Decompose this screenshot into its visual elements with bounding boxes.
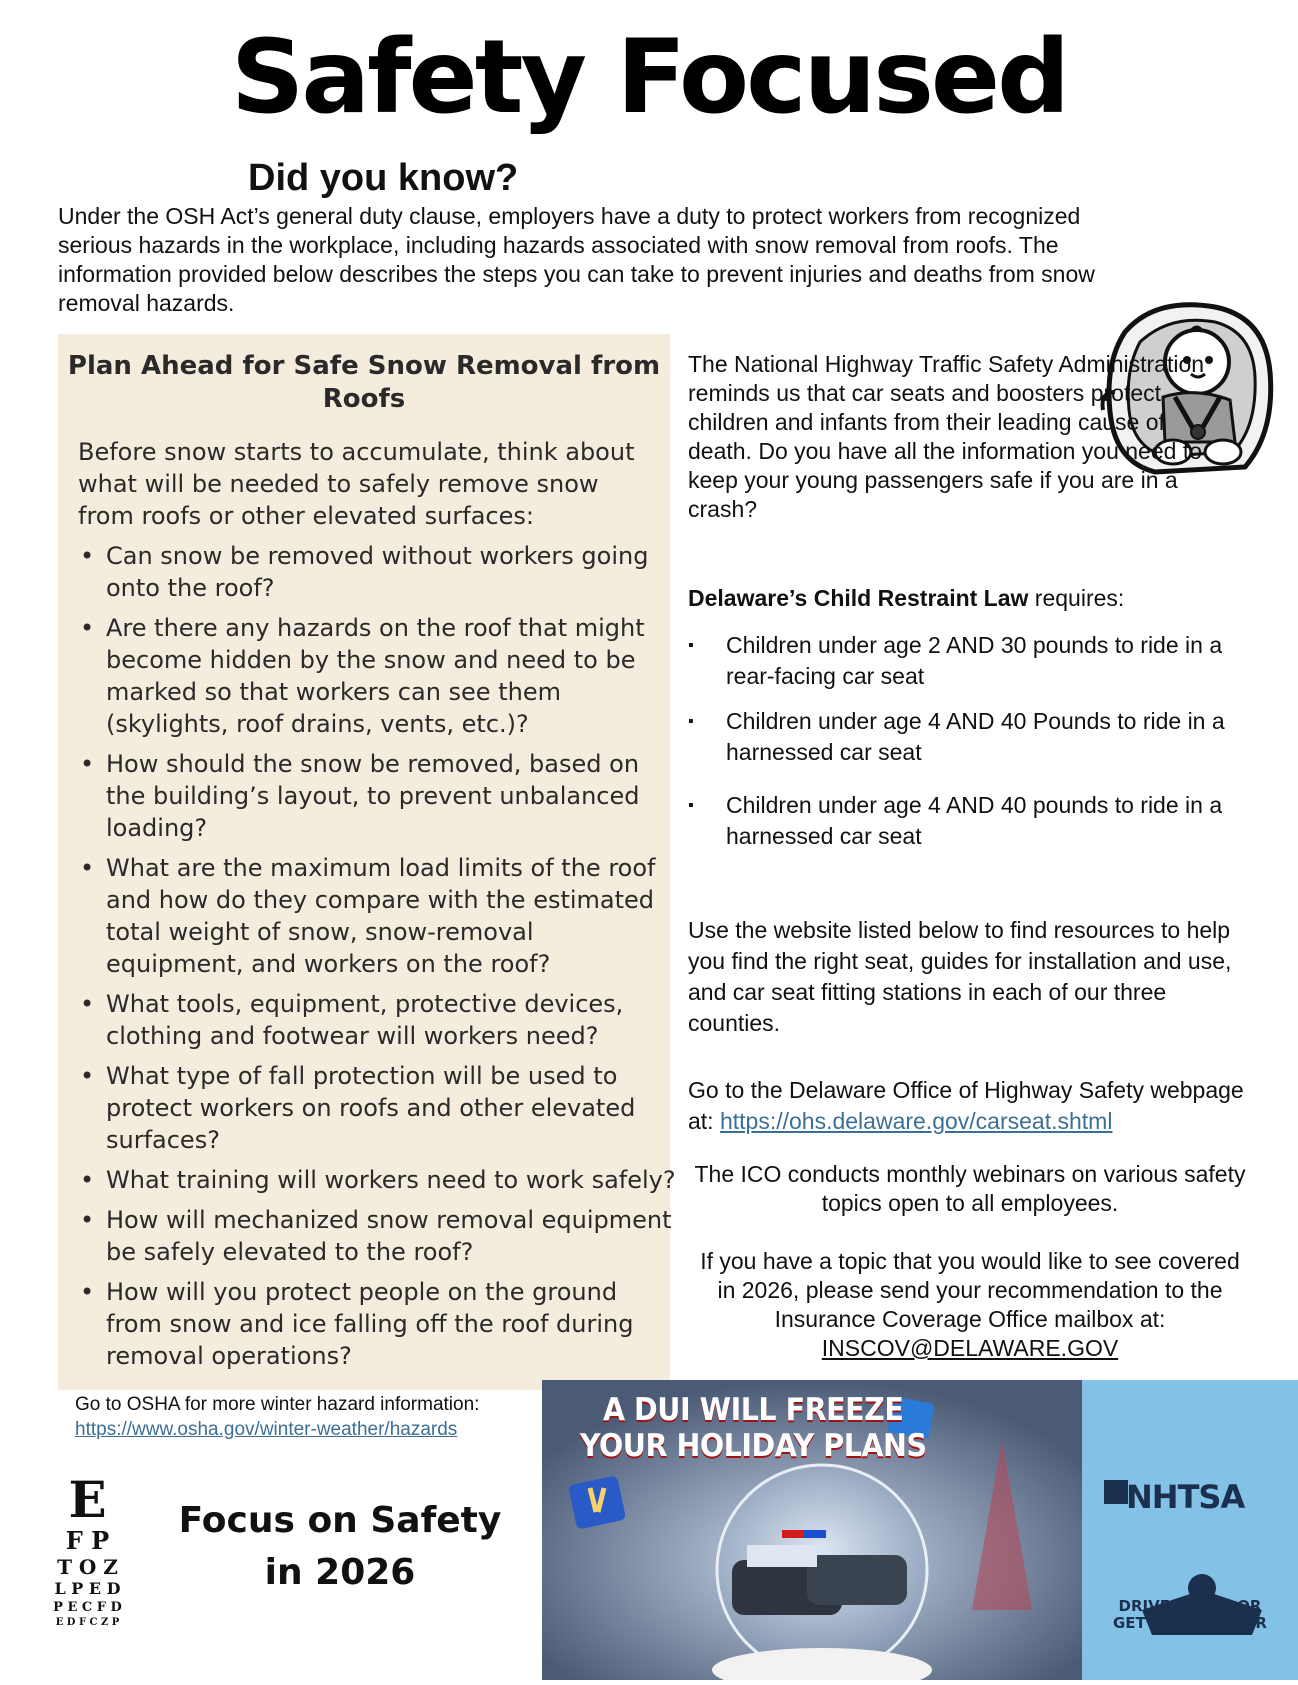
focus-on-safety-title xyxy=(160,1495,520,1599)
snow-panel-lead: Before snow starts to accumulate, think about what will be needed to safely remove snow from roofs or other elevated surfaces: xyxy=(78,438,635,530)
inscov-email-link[interactable]: INSCOV@DELAWARE.GOV xyxy=(821,1335,1119,1361)
list-item: • What are the maximum load limits of the roof and how do they compare with the estimated total weight of snow, snow-removal equipment, and workers on the roof? xyxy=(78,852,678,980)
eye-chart-row: L P E D xyxy=(54,1579,121,1598)
slogan-line-1: DRIVE SOBER OR xyxy=(1118,1597,1262,1615)
intro-paragraph: Under the OSH Act’s general duty clause, employers have a duty to protect workers from recognized serious hazards in the workplace, including hazards associated with snow removal from roofs. The information provided below describes the steps you can take to prevent injuries and deaths from snow removal hazards. xyxy=(58,203,1095,316)
eye-chart-row: F P xyxy=(65,1526,110,1555)
nhtsa-paragraph: The National Highway Traffic Safety Administration reminds us that car seats and boosters protect children and infants from their leading cause of death. Do you have all the information you need to keep your young passengers safe if you are in a crash? xyxy=(688,351,1205,522)
list-item: • How should the snow be removed, based on the building’s layout, to prevent unbalanced loading? xyxy=(78,748,678,844)
main-title: Safety Focused xyxy=(230,18,1068,137)
eye-chart-row: P E C F D xyxy=(53,1600,122,1615)
nhtsa-logo-text: NHTSA xyxy=(1126,1478,1245,1516)
list-item: ▪ Children under age 4 AND 40 pounds to ride in a harnessed car seat xyxy=(688,790,1248,852)
list-item: • How will you protect people on the ground from snow and ice falling off the roof during removal operations? xyxy=(78,1276,678,1372)
eye-chart-row: E xyxy=(68,1470,107,1529)
webinars-text: The ICO conducts monthly webinars on various safety topics open to all employees. xyxy=(694,1161,1246,1216)
dui-line-2: YOUR HOLIDAY PLANS xyxy=(579,1428,927,1464)
osha-note-text: Go to OSHA for more winter hazard information: xyxy=(75,1394,480,1415)
list-item: ▪ Children under age 4 AND 40 Pounds to ride in a harnessed car seat xyxy=(688,706,1248,768)
snow-removal-panel xyxy=(58,334,676,1390)
request-text: If you have a topic that you would like to see covered in 2026, please send your recommendation to the Insurance Coverage Office mailbox at: xyxy=(700,1248,1240,1332)
law-suffix: requires: xyxy=(1028,585,1125,611)
did-you-know-heading: Did you know? xyxy=(248,157,519,199)
list-item: • How will mechanized snow removal equipment be safely elevated to the roof? xyxy=(78,1204,678,1268)
child-restraint-law xyxy=(688,584,1248,613)
snow-checklist xyxy=(78,540,678,1380)
eye-chart-row: E D F C Z P xyxy=(55,1617,120,1628)
list-item: • What type of fall protection will be used to protect workers on roofs and other elevated surfaces? xyxy=(78,1060,678,1156)
eye-chart-icon xyxy=(30,1470,145,1635)
carseat-link[interactable]: https://ohs.delaware.gov/carseat.shtml xyxy=(719,1108,1113,1134)
office-prefix: Go to the Delaware Office of Highway Safety webpage at: xyxy=(688,1077,1244,1134)
slogan-line-2: GET PULLED OVER xyxy=(1113,1614,1267,1632)
law-name: Delaware’s Child Restraint Law xyxy=(688,585,1029,611)
law-requirements-list xyxy=(688,630,1248,852)
list-item: • Are there any hazards on the roof that might become hidden by the snow and need to be marked so that workers can see them (skylights, roof drains, vents, etc.)? xyxy=(78,612,678,740)
drive-sober-slogan xyxy=(1100,1570,1280,1632)
osha-note xyxy=(75,1392,555,1442)
nhtsa-logo xyxy=(1088,1478,1298,1516)
topic-request-text xyxy=(690,1247,1250,1363)
eye-chart-row: T O Z xyxy=(57,1555,118,1579)
dui-line-1: A DUI WILL FREEZE xyxy=(602,1392,904,1428)
snow-panel-title: Plan Ahead for Safe Snow Removal from Roofs xyxy=(67,351,661,414)
resources-paragraph: Use the website listed below to find resources to help you find the right seat, guides for installation and use, and car seat fitting stations in each of our three counties. xyxy=(688,917,1232,1036)
ico-webinars xyxy=(690,1160,1250,1363)
office-of-highway-safety xyxy=(688,1075,1248,1137)
dui-banner-heading xyxy=(560,1392,946,1464)
focus-line-1: Focus on Safety xyxy=(178,1500,502,1541)
list-item: ▪ Children under age 2 AND 30 pounds to ride in a rear-facing car seat xyxy=(688,630,1248,692)
osha-link[interactable]: https://www.osha.gov/winter-weather/hazards xyxy=(75,1419,458,1440)
list-item: • What training will workers need to work safely? xyxy=(78,1164,678,1196)
focus-line-2: in 2026 xyxy=(264,1552,416,1593)
list-item: • What tools, equipment, protective devices, clothing and footwear will workers need? xyxy=(78,988,678,1052)
list-item: • Can snow be removed without workers going onto the roof? xyxy=(78,540,678,604)
